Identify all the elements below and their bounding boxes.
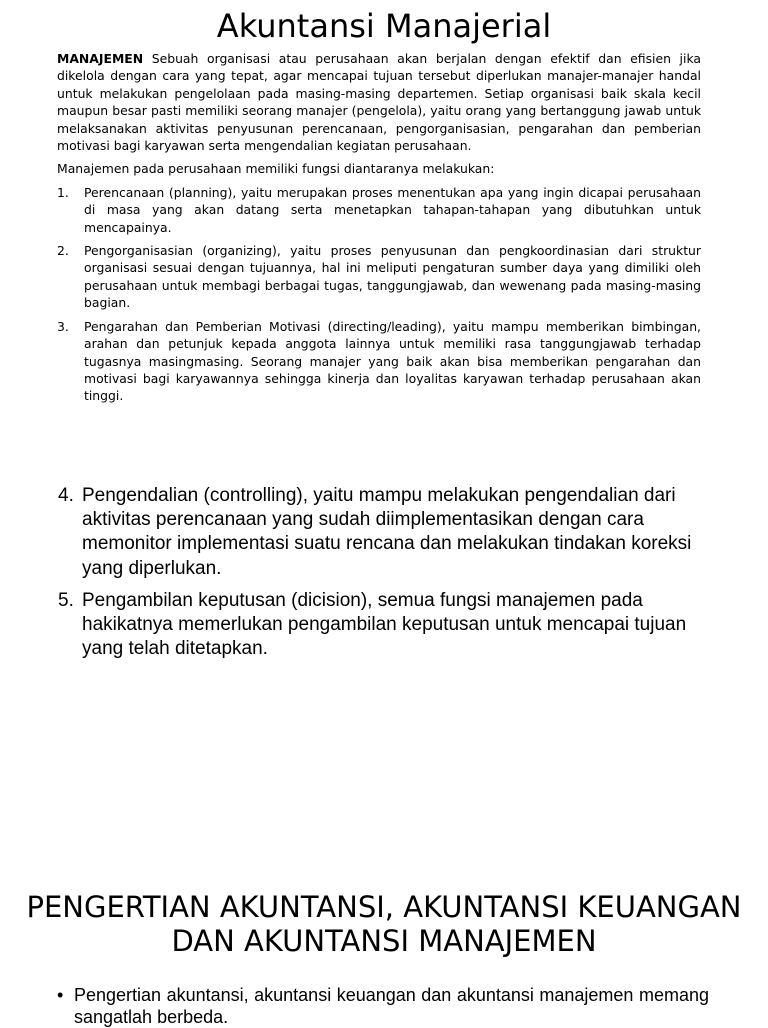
- list-item-number: 4.: [58, 485, 74, 506]
- list-item: [57, 242, 701, 312]
- slide-body: [57, 50, 701, 411]
- list-item: [57, 318, 701, 405]
- list-item-text: Pengambilan keputusan (dicision), semua fungsi manajemen pada hakikatnya memerlukan pengambilan keputusan untuk mencapai tujuan yang telah ditetapkan.: [82, 589, 687, 660]
- list-item: [57, 184, 701, 236]
- management-functions-list-continued: [58, 484, 698, 669]
- intro-lead-term: MANAJEMEN: [57, 51, 144, 66]
- list-item-number: 2.: [57, 243, 69, 259]
- list-item-text: Pengarahan dan Pemberian Motivasi (directing/leading), yaitu mampu memberikan bimbingan, arahan dan petunjuk kepada anggota lainnya untuk memiliki rasa tanggungjawab terhadap tugasnya masingmasing. Seorang manajer yang baik akan bisa memberikan pengarahan dan motivasi bagi karyawannya sehingga kinerja dan loyalitas karyawan terhadap perusahaan akan tinggi.: [84, 318, 701, 404]
- management-functions-list: [57, 184, 701, 405]
- bullet-marker: •: [57, 985, 64, 1005]
- bullet-item: [57, 984, 709, 1028]
- list-item: [58, 484, 698, 581]
- list-item-text: Perencanaan (planning), yaitu merupakan proses menentukan apa yang ingin dicapai perusahaan di masa yang akan datang serta menetapkan tahapan-tahapan yang dibutuhkan untuk mencapainya.: [84, 184, 701, 235]
- slide-akuntansi-manajerial: [0, 0, 768, 420]
- list-item-number: 1.: [57, 184, 69, 200]
- list-item-number: 3.: [57, 318, 69, 334]
- list-item-number: 5.: [58, 589, 74, 611]
- slide-management-functions-continued: [0, 470, 768, 670]
- slide-pengertian-akuntansi: [0, 880, 768, 1027]
- list-item: [58, 589, 698, 662]
- intro-text: Sebuah organisasi atau perusahaan akan berjalan dengan efektif dan efisien jika dikelola dengan cara yang tepat, agar mencapai tujuan tersebut diperlukan manajer-manajer handal untuk melakukan pengelolaan pada masing-masing departemen. Setiap organisasi baik skala kecil maupun besar pasti memiliki seorang manajer (pengelola), yaitu orang yang bertanggung jawab untuk melaksanakan aktivitas penyusunan perencanaan, pengorganisasian, pengarahan dan pemberian motivasi bagi karyawan serta mengendalian kegiatan perusahaan.: [57, 51, 701, 154]
- intro-paragraph: [57, 50, 701, 154]
- bullet-text: Pengertian akuntansi, akuntansi keuangan dan akuntansi manajemen memang sangatlah berbeda.: [74, 985, 709, 1027]
- list-item-text: Pengendalian (controlling), yaitu mampu melakukan pengendalian dari aktivitas perencanaan yang sudah diimplementasikan dengan cara memonitor implementasi suatu rencana dan melakukan tindakan koreksi yang diperlukan.: [82, 485, 692, 579]
- page-title: Akuntansi Manajerial: [216, 7, 552, 45]
- bullet-list: [57, 984, 709, 1028]
- section-heading: PENGERTIAN AKUNTANSI, AKUNTANSI KEUANGAN DAN AKUNTANSI MANAJEMEN: [26, 890, 742, 958]
- list-item-text: Pengorganisasian (organizing), yaitu proses penyusunan dan pengkoordinasian dari struktur organisasi sesuai dengan tujuannya, hal ini meliputi pengaturan sumber daya yang dimiliki oleh perusahaan untuk membagi berbagai tugas, tanggungjawab, dan wewenang pada masing-masing bagian.: [84, 243, 701, 311]
- functions-intro: Manajemen pada perusahaan memiliki fungsi diantaranya melakukan:: [57, 161, 495, 177]
